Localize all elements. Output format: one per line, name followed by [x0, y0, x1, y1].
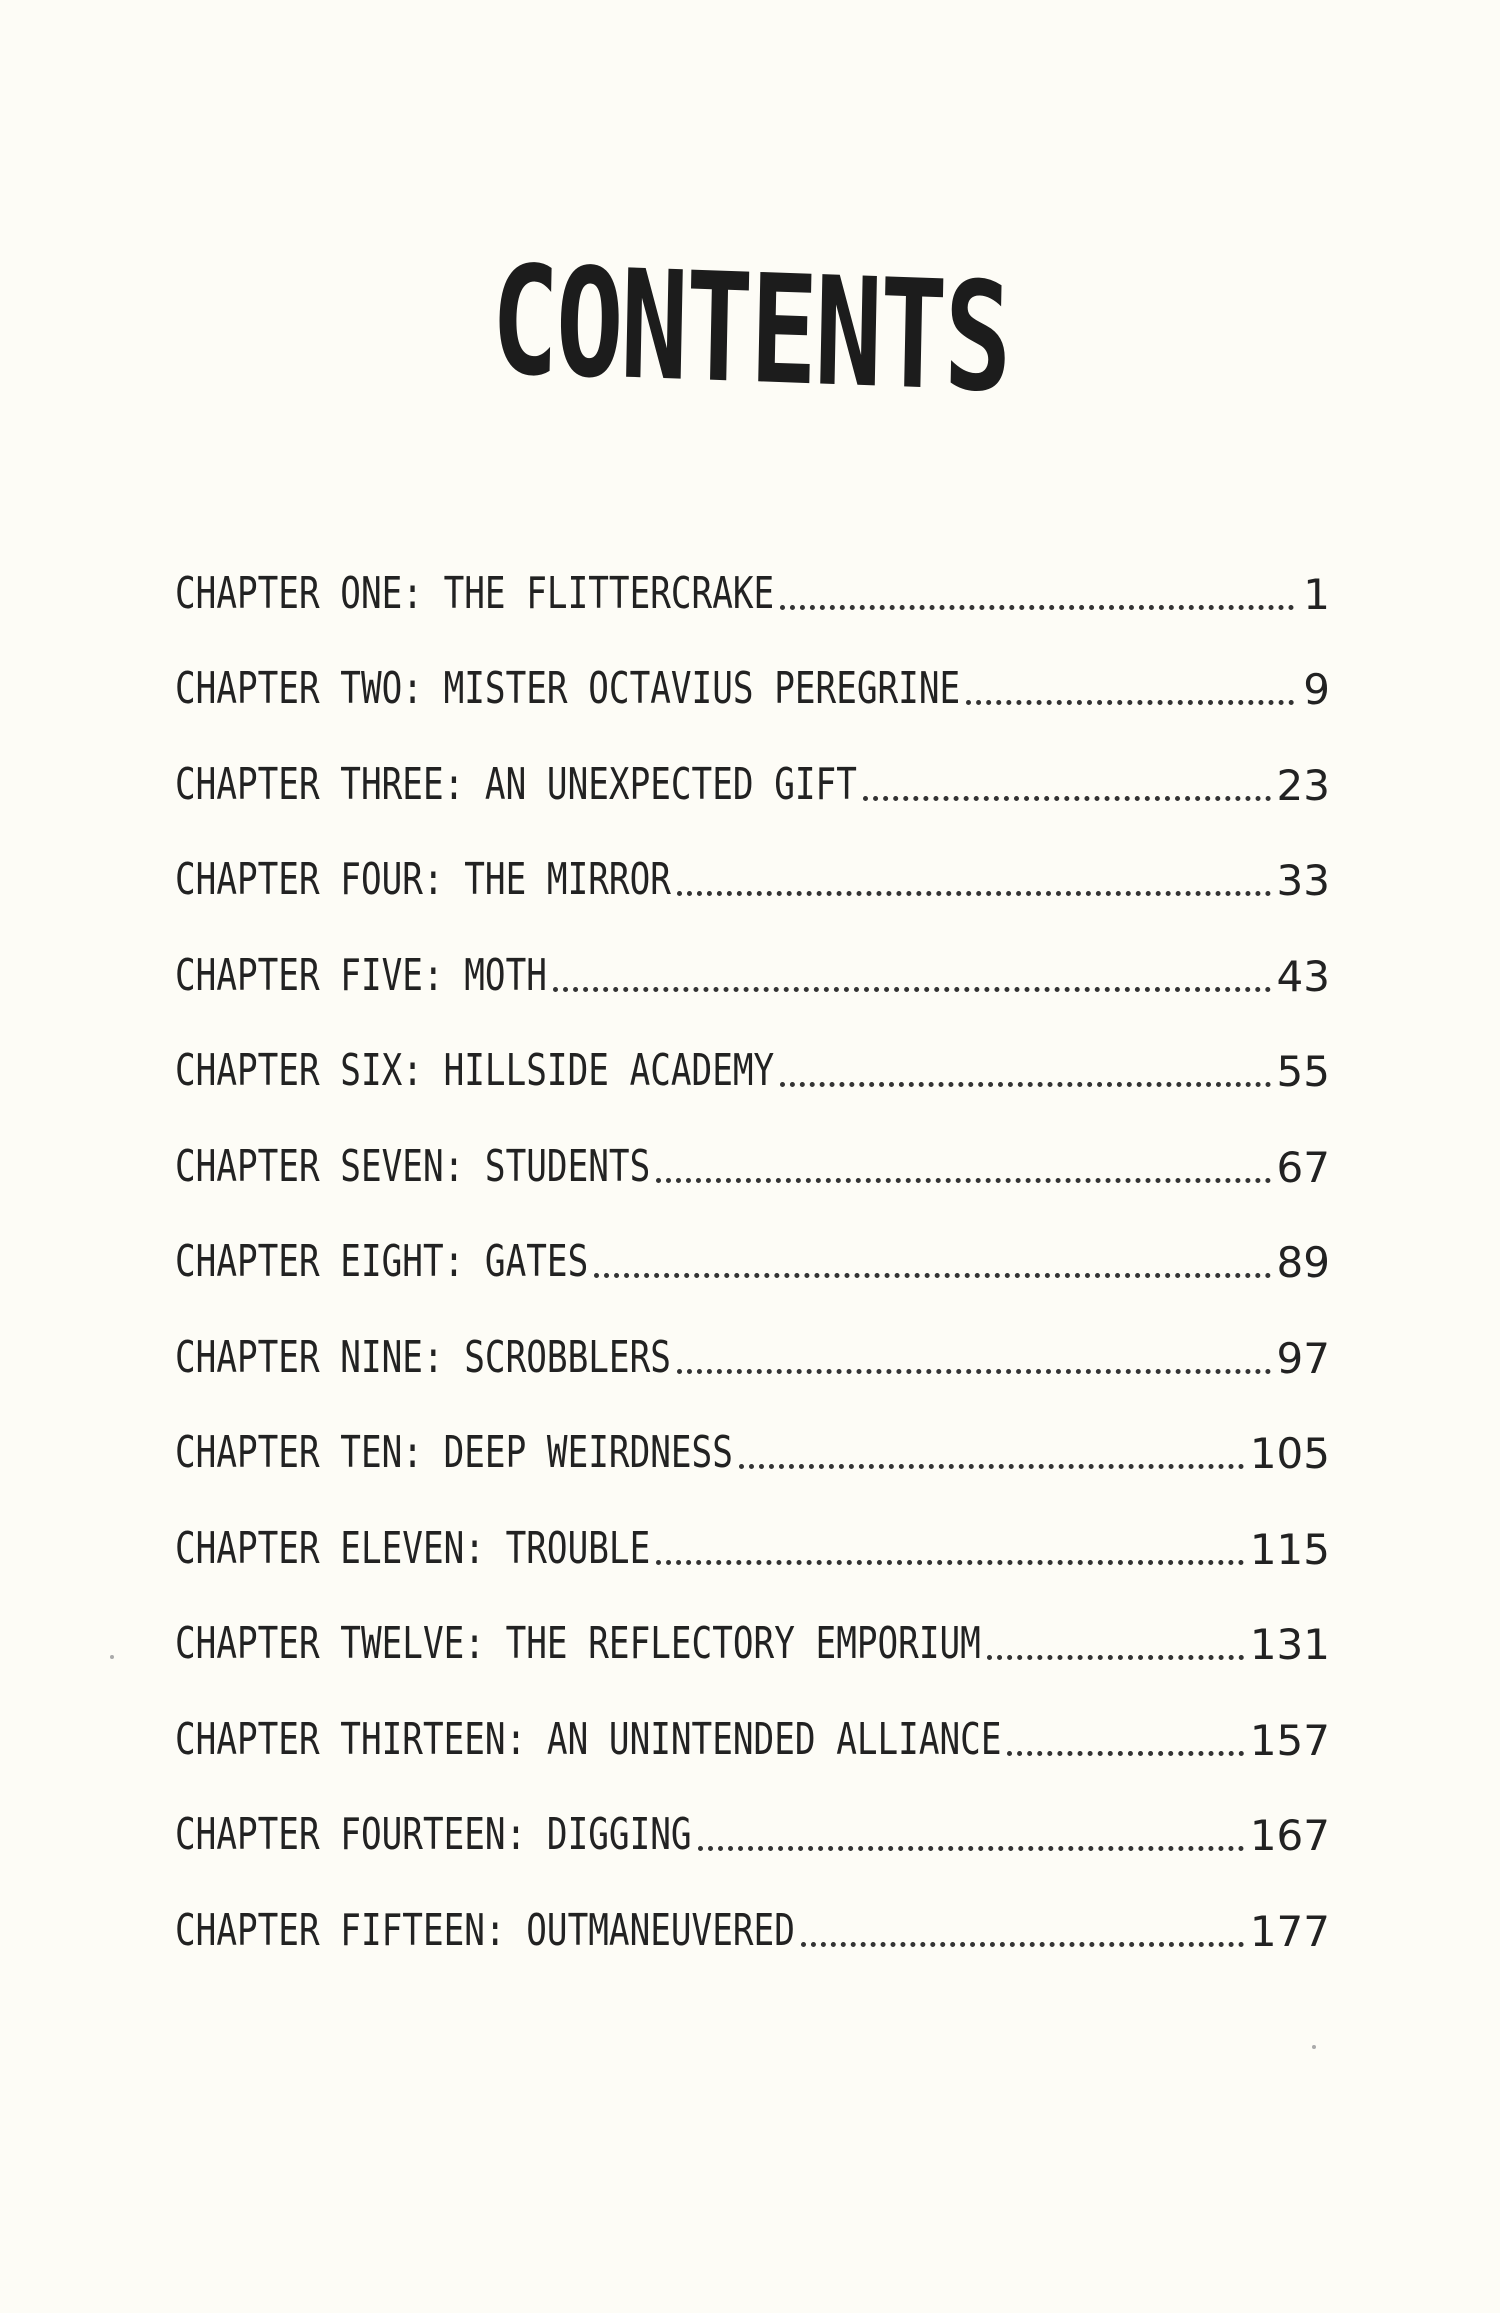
toc-entry-page: 23 [1276, 760, 1330, 810]
toc-entry-page: 9 [1303, 665, 1330, 714]
dot-leader [677, 1369, 1271, 1374]
toc-entry[interactable] [175, 1380, 1330, 1476]
dot-leader [677, 891, 1271, 896]
toc-entry-label: CHAPTER TWO: MISTER OCTAVIUS PEREGRINE [175, 663, 961, 714]
toc-entry[interactable] [175, 1762, 1330, 1858]
dot-leader [987, 1655, 1244, 1660]
toc-entry-page: 67 [1276, 1142, 1330, 1192]
toc-entry-label: CHAPTER FIFTEEN: OUTMANEUVERED [175, 1904, 795, 1956]
toc-entry-page: 55 [1276, 1047, 1330, 1096]
toc-entry-page: 115 [1249, 1524, 1330, 1574]
toc-entry-label: CHAPTER TEN: DEEP WEIRDNESS [175, 1427, 733, 1478]
dot-leader [801, 1942, 1244, 1947]
toc-entry-label: CHAPTER FIVE: MOTH [175, 949, 547, 1001]
toc-entry[interactable] [175, 711, 1330, 810]
dot-leader [739, 1464, 1244, 1469]
dot-leader [780, 605, 1294, 610]
toc-entry-page: 43 [1276, 951, 1330, 1001]
dot-leader [594, 1273, 1270, 1278]
toc-entry[interactable] [175, 1475, 1330, 1574]
table-of-contents [175, 520, 1330, 1956]
dot-leader [1007, 1751, 1243, 1756]
toc-entry[interactable] [175, 520, 1330, 619]
toc-entry-page: 1 [1303, 569, 1330, 619]
toc-entry-label: CHAPTER THREE: AN UNEXPECTED GIFT [175, 758, 857, 810]
toc-entry-page: 97 [1276, 1333, 1330, 1383]
toc-entry[interactable] [175, 1571, 1330, 1667]
dot-leader [966, 700, 1294, 705]
toc-entry-page: 105 [1249, 1429, 1330, 1478]
toc-entry-label: CHAPTER EIGHT: GATES [175, 1236, 589, 1287]
dot-leader [698, 1846, 1244, 1851]
toc-entry-label: CHAPTER ELEVEN: TROUBLE [175, 1522, 651, 1574]
toc-entry[interactable] [175, 1857, 1330, 1956]
paper-speck [110, 1655, 114, 1659]
paper-speck [1312, 2045, 1316, 2049]
dot-leader [656, 1178, 1270, 1183]
dot-leader [780, 1082, 1270, 1087]
toc-entry-page: 177 [1249, 1906, 1330, 1956]
toc-entry-page: 89 [1276, 1238, 1330, 1287]
toc-entry-label: CHAPTER SEVEN: STUDENTS [175, 1140, 651, 1192]
dot-leader [863, 796, 1271, 801]
toc-entry-page: 167 [1249, 1811, 1330, 1860]
toc-entry-page: 33 [1276, 856, 1330, 905]
dot-leader [553, 987, 1271, 992]
toc-entry-label: CHAPTER FOUR: THE MIRROR [175, 854, 671, 905]
toc-entry[interactable] [175, 1093, 1330, 1192]
page-title: CONTENTS [489, 233, 1011, 427]
toc-entry-label: CHAPTER ONE: THE FLITTERCRAKE [175, 567, 775, 619]
toc-entry-page: 131 [1249, 1620, 1330, 1669]
toc-entry[interactable] [175, 616, 1330, 712]
toc-entry[interactable] [175, 902, 1330, 1001]
toc-entry[interactable] [175, 1284, 1330, 1383]
toc-entry[interactable] [175, 998, 1330, 1094]
toc-entry[interactable] [175, 1189, 1330, 1285]
toc-entry-label: CHAPTER FOURTEEN: DIGGING [175, 1809, 692, 1860]
toc-entry[interactable] [175, 807, 1330, 903]
toc-entry-label: CHAPTER TWELVE: THE REFLECTORY EMPORIUM [175, 1618, 981, 1669]
toc-entry-label: CHAPTER SIX: HILLSIDE ACADEMY [175, 1045, 775, 1096]
toc-entry[interactable] [175, 1666, 1330, 1765]
toc-entry-page: 157 [1249, 1715, 1330, 1765]
dot-leader [656, 1560, 1244, 1565]
toc-entry-label: CHAPTER NINE: SCROBBLERS [175, 1331, 671, 1383]
toc-entry-label: CHAPTER THIRTEEN: AN UNINTENDED ALLIANCE [175, 1713, 1002, 1765]
